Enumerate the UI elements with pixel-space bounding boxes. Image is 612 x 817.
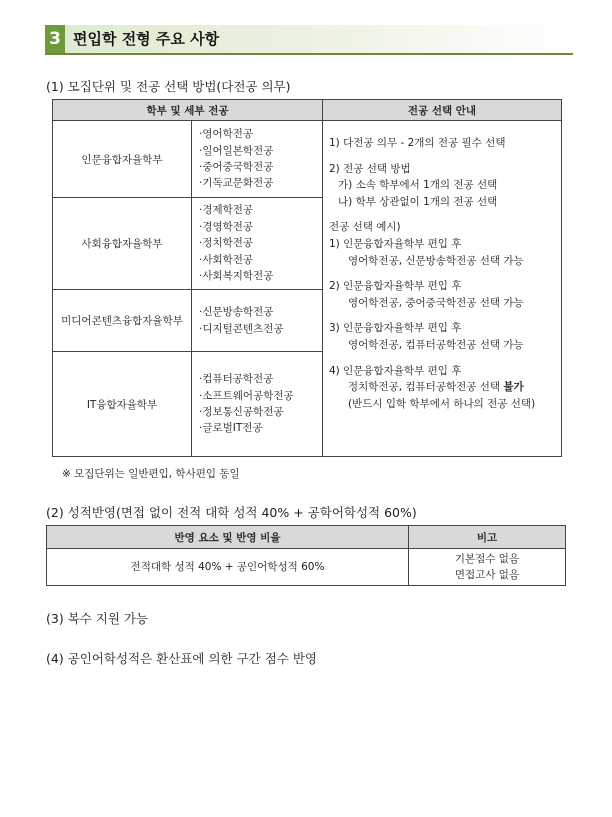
guide-text: 정치학전공, 컴퓨터공학전공 선택: [348, 381, 504, 394]
recruitment-note: ※ 모집단위는 일반편입, 학사편입 동일: [62, 468, 240, 480]
major-item: ·정보통신공학전공: [199, 406, 284, 418]
guide-line: 전공 선택 예시): [329, 221, 401, 234]
heading-grade-reflection: (2) 성적반영(면접 없이 전적 대학 성적 40% + 공학어학성적 60%): [46, 505, 417, 520]
guide-line: 3) 인문융합자율학부 편입 후: [329, 322, 462, 335]
guide-line: 2) 전공 선택 방법: [329, 162, 411, 175]
major-item: ·사회복지학전공: [199, 270, 274, 283]
major-list: [192, 198, 323, 290]
guide-line: 1) 다전공 의무 - 2개의 전공 필수 선택: [329, 137, 506, 149]
section-header: [45, 25, 573, 55]
guide-line: 가) 소속 학부에서 1개의 전공 선택: [338, 179, 498, 192]
col-header-factor: 반영 요소 및 반영 비율: [47, 526, 409, 549]
major-list: [192, 290, 323, 352]
dept-name: 인문융합자율학부: [53, 121, 192, 198]
dept-name: 사회융합자율학부: [53, 198, 192, 290]
grade-ratio: 전적대학 성적 40% + 공인어학성적 60%: [47, 549, 409, 586]
heading-language-score: (4) 공인어학성적은 환산표에 의한 구간 점수 반영: [46, 651, 317, 666]
major-item: ·소프트웨어공학전공: [199, 389, 294, 402]
table-row: [47, 549, 566, 586]
guide-line: 영어학전공, 신문방송학전공 선택 가능: [348, 254, 524, 267]
recruitment-table: [52, 99, 562, 457]
major-item: ·정치학전공: [199, 237, 254, 250]
guide-line: 영어학전공, 중어중국학전공 선택 가능: [348, 296, 524, 309]
major-item: ·영어학전공: [199, 128, 254, 141]
guide-line: 2) 인문융합자율학부 편입 후: [329, 280, 462, 293]
guide-line: 영어학전공, 컴퓨터공학전공 선택 가능: [348, 338, 524, 351]
grade-table: [46, 525, 566, 586]
major-item: ·사회학전공: [199, 253, 254, 266]
major-item: ·컴퓨터공학전공: [199, 373, 274, 386]
guide-line: 4) 인문융합자율학부 편입 후: [329, 364, 462, 377]
guide-line: [329, 379, 561, 396]
dept-name: 미디어콘텐츠융합자율학부: [53, 290, 192, 352]
col-header-dept: 학부 및 세부 전공: [53, 100, 323, 121]
emphasis-not-allowed: 불가: [503, 381, 524, 394]
major-item: ·신문방송학전공: [199, 306, 274, 319]
section-number: 3: [45, 25, 65, 53]
table-row: [53, 121, 562, 198]
guide-line: 나) 학부 상관없이 1개의 전공 선택: [338, 195, 498, 208]
dept-name: IT융합자율학부: [53, 352, 192, 457]
section-title: 편입학 전형 주요 사항: [73, 30, 220, 48]
heading-recruitment-unit: (1) 모집단위 및 전공 선택 방법(다전공 의무): [46, 79, 291, 94]
major-item: ·일어일본학전공: [199, 144, 274, 157]
major-item: ·글로벌IT전공: [199, 422, 263, 435]
major-item: ·경영학전공: [199, 220, 254, 233]
remark-line: 면접고사 없음: [454, 569, 520, 581]
major-item: ·디지털콘텐츠전공: [199, 322, 284, 335]
major-list: [192, 352, 323, 457]
remark-line: 기본점수 없음: [454, 553, 520, 565]
major-list: [192, 121, 323, 198]
major-item: ·기독교문화전공: [199, 177, 274, 190]
guide-line: (반드시 입학 학부에서 하나의 전공 선택): [348, 397, 536, 410]
heading-multiple-application: (3) 복수 지원 가능: [46, 611, 149, 626]
major-selection-guide: [323, 121, 562, 457]
col-header-guide: 전공 선택 안내: [323, 100, 562, 121]
col-header-remark: 비고: [409, 526, 566, 549]
guide-line: 1) 인문융합자율학부 편입 후: [329, 237, 462, 250]
major-item: ·경제학전공: [199, 204, 254, 217]
remark-cell: [409, 549, 566, 586]
major-item: ·중어중국학전공: [199, 161, 274, 173]
